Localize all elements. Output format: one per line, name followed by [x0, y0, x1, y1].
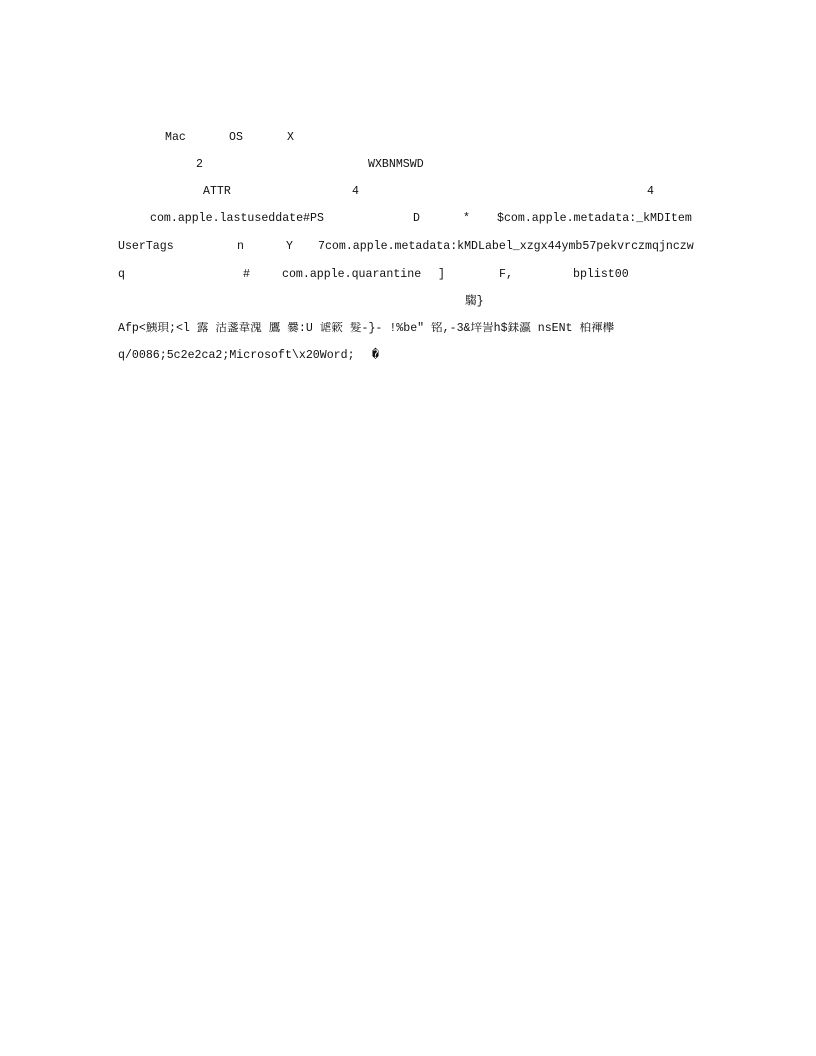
text-fragment: D — [413, 212, 420, 225]
text-fragment: bplist00 — [573, 268, 629, 281]
text-fragment: Y — [286, 240, 293, 253]
text-fragment: $com.apple.metadata:_kMDItem — [497, 212, 692, 225]
text-fragment: OS — [229, 131, 243, 144]
text-fragment: com.apple.quarantine — [282, 268, 422, 281]
text-fragment: 4 — [647, 185, 654, 198]
text-fragment: ] — [438, 268, 445, 281]
text-fragment: 4 — [352, 185, 359, 198]
text-fragment: 2 — [196, 158, 203, 171]
text-fragment: q/0086;5c2e2ca2;Microsoft\x20Word; — [118, 349, 355, 362]
text-fragment: 騶} — [465, 295, 484, 308]
replacement-char-glyph: � — [372, 349, 379, 362]
text-fragment: X — [287, 131, 294, 144]
text-fragment: # — [243, 268, 250, 281]
text-fragment: F, — [499, 268, 513, 281]
text-fragment: com.apple.lastuseddate#PS — [150, 212, 324, 225]
text-fragment: Mac — [165, 131, 186, 144]
text-fragment: UserTags — [118, 240, 174, 253]
text-fragment: n — [237, 240, 244, 253]
text-fragment: WXBNMSWD — [368, 158, 424, 171]
text-fragment: Afp<鮧珼;<l 露 沽盞韋溾 鷹 爨:U 谑簌 髮-}- !%be″ 铭,-3&垶訔h$銇瀛 nsENt 柏褌欅 — [118, 322, 615, 335]
text-fragment: * — [463, 212, 470, 225]
text-fragment: q — [118, 268, 125, 281]
text-fragment: ATTR — [203, 185, 231, 198]
text-fragment: 7com.apple.metadata:kMDLabel_xzgx44ymb57pekvrczmqjnczw — [318, 240, 694, 253]
